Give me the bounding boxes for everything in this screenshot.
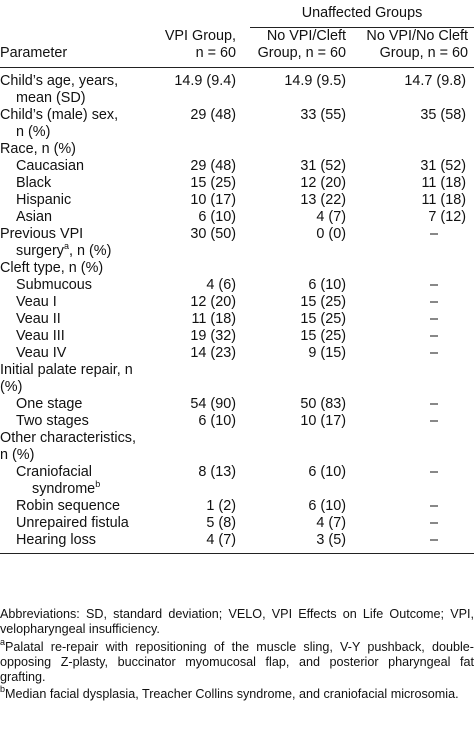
footnote-b-text: Median facial dysplasia, Treacher Collins syndrome, and craniofacial microsomia. [5,687,459,701]
cell-no-vpi-cleft: 6 (10) [308,464,346,480]
cell-no-vpi-no-cleft: 35 (58) [420,107,466,123]
cell-no-vpi-cleft [240,362,356,396]
row-label [0,209,140,226]
table-header [0,0,474,68]
row-label [0,294,140,311]
cell-no-vpi-no-cleft [356,362,474,396]
table-row [0,362,474,396]
unaffected-groups-label: Unaffected Groups [250,1,474,28]
row-label [0,464,140,498]
row-label [0,413,140,430]
row-label-text: Race, n (%) [0,141,76,157]
cell-vpi-group: 1 (2) [206,498,236,514]
cell-no-vpi-no-cleft: – [429,345,438,361]
row-label [0,141,140,158]
table-footnotes [0,607,474,704]
row-label [0,107,140,141]
cell-no-vpi-cleft: 3 (5) [240,532,356,554]
row-label [0,192,140,209]
footnote-b-mark: b [0,684,6,694]
cell-no-vpi-cleft: 9 (15) [308,345,346,361]
cell-no-vpi-cleft: 14.9 (9.5) [284,73,346,89]
cell-no-vpi-cleft: 0 (0) [316,226,346,242]
row-label-text: Child’s age, years, [0,73,119,89]
cell-no-vpi-cleft [240,430,356,464]
row-label [0,158,140,175]
cell-no-vpi-cleft: 15 (25) [300,294,346,310]
row-label [0,345,140,362]
row-label-continuation: mean (SD) [16,90,86,106]
row-label [0,260,140,277]
row-label [0,532,140,554]
cell-vpi-group: 54 (90) [190,396,236,412]
column-header-no-vpi-cleft: No VPI/Cleft Group, n = 60 [240,28,356,68]
row-label-text: Caucasian [16,158,84,174]
table-row [0,277,474,294]
row-label-text: Child’s (male) sex, [0,107,119,123]
row-label [0,226,140,260]
cell-no-vpi-cleft: 50 (83) [300,396,346,412]
row-label-text: Veau III [16,328,65,344]
cell-vpi-group: 4 (6) [206,277,236,293]
cell-no-vpi-cleft: 12 (20) [300,175,346,191]
row-label-text: Hispanic [16,192,72,208]
table-row [0,345,474,362]
column-header-row [0,28,474,68]
row-label-text: Cleft type, n (%) [0,260,104,276]
table-row [0,158,474,175]
table-row [0,396,474,413]
cell-vpi-group: 12 (20) [190,294,236,310]
footnote-a-mark: a [0,637,6,647]
table-row [0,209,474,226]
footnote-b [0,684,474,702]
row-label-text: Submucous [16,277,92,293]
cell-no-vpi-no-cleft: – [429,311,438,327]
cell-vpi-group: 14 (23) [190,345,236,361]
table-row [0,141,474,158]
cell-no-vpi-no-cleft: 11 (18) [421,175,466,191]
row-label [0,515,140,532]
cell-no-vpi-no-cleft: – [429,413,438,429]
cell-no-vpi-cleft: 15 (25) [300,311,346,327]
table-row [0,464,474,498]
table-body [0,68,474,554]
cell-no-vpi-no-cleft: – [429,396,438,412]
cell-no-vpi-no-cleft: – [429,515,438,531]
row-label-text: Initial palate repair, n (%) [0,362,133,395]
cell-no-vpi-cleft: 4 (7) [316,209,346,225]
row-label-text: Veau I [16,294,57,310]
row-label [0,396,140,413]
group-header-row [0,0,474,28]
row-label-text: Craniofacial [16,464,92,480]
cell-no-vpi-no-cleft [356,430,474,464]
cell-no-vpi-cleft: 6 (10) [308,277,346,293]
table-row [0,532,474,554]
group-header-cell [240,0,474,28]
footnote-a-text: Palatal re-repair with repositioning of the muscle sling, V-Y pushback, double-opposing Z-plasty, buccinator myomucosal flap, and posterior pharyngeal fat grafting. [0,640,474,684]
row-label-text: Veau II [16,311,61,327]
row-label-continuation: surgery$^a$, n (%) [16,241,112,259]
row-label-text: Other characteristics, n (%) [0,430,136,463]
table-row [0,107,474,141]
row-label-text: Hearing loss [16,532,96,548]
row-label [0,175,140,192]
cell-vpi-group: 11 (18) [191,311,236,327]
cell-no-vpi-no-cleft: 7 (12) [428,209,466,225]
table-row [0,175,474,192]
table-row [0,328,474,345]
cell-vpi-group: 14.9 (9.4) [174,73,236,89]
table-row [0,226,474,260]
cell-vpi-group: 15 (25) [190,175,236,191]
row-label-continuation: n (%) [16,124,51,140]
row-label [0,277,140,294]
cell-no-vpi-cleft: 6 (10) [308,498,346,514]
cell-vpi-group [140,141,240,158]
cell-no-vpi-cleft: 15 (25) [300,328,346,344]
row-label-text: Veau IV [16,345,67,361]
cell-vpi-group: 19 (32) [190,328,236,344]
cell-no-vpi-cleft: 10 (17) [300,413,346,429]
column-header-vpi-group: VPI Group, n = 60 [140,28,240,68]
cell-no-vpi-no-cleft: – [429,277,438,293]
table-row [0,311,474,328]
table-row [0,294,474,311]
row-label-text: Asian [16,209,52,225]
cell-vpi-group [140,430,240,464]
cell-no-vpi-cleft: 31 (52) [300,158,346,174]
table-row [0,192,474,209]
cell-vpi-group: 8 (13) [198,464,236,480]
cell-no-vpi-no-cleft: – [429,294,438,310]
cell-vpi-group: 6 (10) [198,413,236,429]
cell-vpi-group: 5 (8) [206,515,236,531]
table-row [0,68,474,108]
footnote-marker: a [64,241,70,251]
row-label [0,430,140,464]
row-label-text: Two stages [16,413,89,429]
row-label-text: Robin sequence [16,498,121,514]
row-label [0,68,140,108]
cell-vpi-group: 29 (48) [190,158,236,174]
row-label [0,311,140,328]
cell-vpi-group [140,362,240,396]
cell-vpi-group [140,260,240,277]
cell-vpi-group: 10 (17) [190,192,236,208]
row-label-text: One stage [16,396,83,412]
cell-no-vpi-no-cleft: – [429,464,438,480]
cell-no-vpi-no-cleft [356,141,474,158]
footnote-a [0,637,474,685]
column-header-no-vpi-no-cleft: No VPI/No Cleft Group, n = 60 [356,28,474,68]
footnote-abbreviations: Abbreviations: SD, standard deviation; VELO, VPI Effects on Life Outcome; VPI, velopharyngeal insufficiency. [0,607,474,636]
cell-no-vpi-no-cleft: – [356,532,474,554]
footnote-marker: b [95,479,101,489]
cell-vpi-group: 29 (48) [190,107,236,123]
row-label-text: Previous VPI [0,226,84,242]
row-label [0,498,140,515]
cell-no-vpi-cleft [240,260,356,277]
table-row [0,498,474,515]
row-label [0,328,140,345]
table-row [0,413,474,430]
cell-vpi-group: 30 (50) [190,226,236,242]
cell-no-vpi-no-cleft [356,260,474,277]
column-header-parameter: Parameter [0,28,140,68]
cell-no-vpi-cleft: 4 (7) [316,515,346,531]
row-label-continuation: syndrome$^b$ [32,479,101,497]
cell-no-vpi-cleft: 33 (55) [300,107,346,123]
cell-no-vpi-no-cleft: 11 (18) [421,192,466,208]
row-label [0,362,140,396]
cell-no-vpi-cleft: 13 (22) [300,192,346,208]
cell-vpi-group: 6 (10) [198,209,236,225]
cell-no-vpi-no-cleft: 14.7 (9.8) [404,73,466,89]
row-label-text: Black [16,175,52,191]
cell-no-vpi-cleft [240,141,356,158]
cell-no-vpi-no-cleft: – [429,328,438,344]
cell-no-vpi-no-cleft: 31 (52) [420,158,466,174]
cell-no-vpi-no-cleft: – [429,226,438,242]
row-label-text: Unrepaired fistula [16,515,129,531]
cell-vpi-group: 4 (7) [140,532,240,554]
table-row [0,430,474,464]
table-row [0,515,474,532]
cell-no-vpi-no-cleft: – [429,498,438,514]
table-row [0,260,474,277]
